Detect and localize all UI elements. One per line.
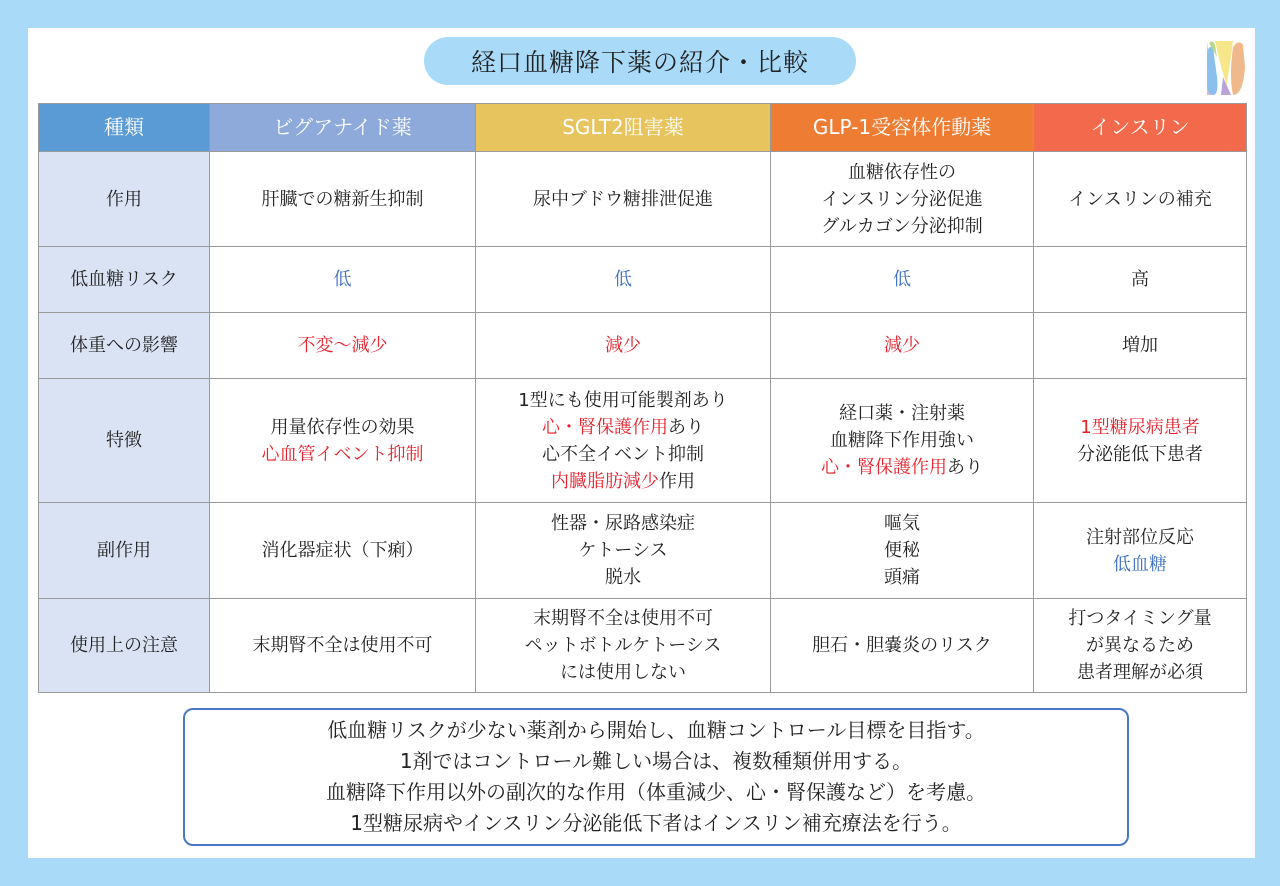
cell-line	[1034, 659, 1246, 686]
row-label: 使用上の注意	[39, 599, 210, 693]
cell-text: 尿中ブドウ糖排泄促進	[533, 188, 713, 210]
cell-text: 低	[893, 269, 911, 290]
cell-line	[476, 387, 770, 414]
table-cell	[1034, 247, 1247, 313]
cell-text: 内臓脂肪減少	[551, 470, 659, 492]
table-cell	[1034, 503, 1247, 599]
table-row	[39, 379, 1247, 503]
cell-text: 分泌能低下患者	[1077, 443, 1203, 465]
table-row	[39, 247, 1247, 313]
cell-text: 心血管イベント抑制	[261, 443, 424, 465]
cell-line	[1034, 186, 1246, 213]
cell-line	[210, 632, 475, 659]
cell-line	[771, 186, 1033, 213]
summary-notes	[183, 708, 1129, 846]
cell-line	[1034, 632, 1246, 659]
table-cell	[476, 503, 771, 599]
cell-text: 心不全イベント抑制	[542, 443, 704, 465]
table-cell	[210, 152, 476, 247]
cell-text: 末期腎不全は使用不可	[533, 608, 713, 629]
cell-line	[771, 332, 1033, 359]
note-line: 低血糖リスクが少ない薬剤から開始し、血糖コントロール目標を目指す。	[327, 718, 985, 742]
cell-text: 低	[614, 269, 632, 290]
cell-line	[476, 659, 770, 686]
cell-text: 嘔気	[884, 513, 920, 534]
cell-text: 減少	[884, 335, 920, 356]
cell-line	[1034, 266, 1246, 293]
cell-line	[771, 213, 1033, 240]
cell-text: 低	[333, 269, 352, 290]
cell-line	[771, 400, 1033, 427]
cell-text: あり	[947, 457, 983, 478]
cell-text: が異なるため	[1086, 635, 1194, 656]
cell-text: 高	[1131, 269, 1149, 290]
table-cell	[210, 313, 476, 379]
row-label: 低血糖リスク	[39, 247, 210, 313]
cell-text: 1型糖尿病患者	[1080, 416, 1200, 438]
cell-line	[1034, 332, 1246, 359]
cell-line	[476, 266, 770, 293]
table-cell	[476, 599, 771, 693]
cell-text: 低血糖	[1113, 553, 1167, 575]
cell-text: インスリン分泌促進	[821, 188, 983, 210]
table-row	[39, 313, 1247, 379]
cell-line	[1034, 441, 1246, 468]
note-line: 血糖降下作用以外の副次的な作用（体重減少、心・腎保護など）を考慮。	[326, 780, 986, 804]
cell-text: 注射部位反応	[1086, 526, 1194, 548]
cell-line	[210, 332, 475, 359]
cell-text: ペットボトルケトーシス	[524, 635, 722, 656]
cell-line	[1034, 414, 1246, 441]
column-header: 種類	[39, 104, 210, 152]
note-line: 1剤ではコントロール難しい場合は、複数種類併用する。	[399, 749, 913, 773]
cell-line	[476, 468, 770, 495]
column-header: GLP-1受容体作動薬	[771, 104, 1034, 152]
cell-line	[771, 427, 1033, 454]
row-label: 体重への影響	[39, 313, 210, 379]
table-cell	[210, 599, 476, 693]
cell-line	[476, 332, 770, 359]
cell-text: 便秘	[884, 540, 920, 561]
cell-text: 患者理解が必須	[1077, 662, 1203, 683]
cell-line	[210, 441, 475, 468]
table-cell	[771, 313, 1034, 379]
table-cell	[210, 503, 476, 599]
column-header: インスリン	[1034, 104, 1247, 152]
cell-line	[210, 414, 475, 441]
cell-text: 心・腎保護作用	[821, 457, 947, 478]
cell-text: 増加	[1122, 335, 1158, 356]
table-cell	[771, 503, 1034, 599]
cell-text: 血糖降下作用強い	[830, 430, 974, 451]
table-cell	[1034, 152, 1247, 247]
cell-line	[476, 414, 770, 441]
cell-text: 経口薬・注射薬	[839, 403, 965, 424]
cell-text: 頭痛	[884, 567, 920, 588]
cell-line	[476, 564, 770, 591]
cell-text: インスリンの補充	[1068, 188, 1212, 210]
cell-line	[771, 564, 1033, 591]
cell-line	[1034, 524, 1246, 551]
comparison-table	[38, 103, 1247, 693]
cell-line	[771, 454, 1033, 481]
cell-line	[771, 632, 1033, 659]
cell-text: 不変〜減少	[297, 335, 388, 356]
row-label: 特徴	[39, 379, 210, 503]
cell-text: 作用	[659, 470, 695, 492]
table-cell	[771, 379, 1034, 503]
cell-line	[476, 632, 770, 659]
table-cell	[771, 152, 1034, 247]
table-cell	[1034, 379, 1247, 503]
cell-line	[771, 159, 1033, 186]
row-label: 副作用	[39, 503, 210, 599]
cell-line	[210, 537, 475, 564]
table-cell	[476, 247, 771, 313]
cell-text: 性器・尿路感染症	[551, 513, 695, 534]
cell-line	[210, 266, 475, 293]
column-header: ビグアナイド薬	[210, 104, 476, 152]
cell-line	[476, 605, 770, 632]
table-cell	[210, 379, 476, 503]
cell-line	[771, 266, 1033, 293]
table-cell	[771, 599, 1034, 693]
cell-line	[771, 537, 1033, 564]
cell-text: 心・腎保護作用	[542, 416, 668, 438]
table-row	[39, 152, 1247, 247]
cell-text: 末期腎不全は使用不可	[252, 635, 433, 656]
cell-line	[476, 510, 770, 537]
page-title: 経口血糖降下薬の紹介・比較	[424, 37, 856, 85]
cell-text: 1型にも使用可能製剤あり	[518, 389, 728, 411]
table-cell	[476, 152, 771, 247]
cell-line	[771, 510, 1033, 537]
table-cell	[1034, 313, 1247, 379]
table-cell	[210, 247, 476, 313]
cell-line	[210, 186, 475, 213]
cell-text: 胆石・胆嚢炎のリスク	[812, 635, 992, 656]
table-cell	[1034, 599, 1247, 693]
cell-text: 肝臓での糖新生抑制	[261, 188, 424, 210]
table-row	[39, 599, 1247, 693]
cell-text: 用量依存性の効果	[270, 416, 415, 438]
cell-line	[476, 537, 770, 564]
cell-line	[476, 441, 770, 468]
cell-line	[476, 186, 770, 213]
cell-text: 血糖依存性の	[848, 161, 956, 183]
cell-text: には使用しない	[560, 662, 686, 683]
cell-line	[1034, 551, 1246, 578]
table-cell	[476, 313, 771, 379]
logo-icon	[1205, 37, 1247, 97]
cell-text: 消化器症状（下痢）	[261, 540, 424, 561]
column-header: SGLT2阻害薬	[476, 104, 771, 152]
cell-text: 脱水	[605, 567, 641, 588]
row-label: 作用	[39, 152, 210, 247]
cell-text: 減少	[605, 335, 641, 356]
cell-line	[1034, 605, 1246, 632]
note-line: 1型糖尿病やインスリン分泌能低下者はインスリン補充療法を行う。	[350, 811, 962, 835]
table-row	[39, 503, 1247, 599]
cell-text: ケトーシス	[578, 540, 668, 561]
cell-text: 打つタイミング量	[1068, 608, 1212, 629]
table-cell	[771, 247, 1034, 313]
cell-text: あり	[668, 416, 704, 438]
table-cell	[476, 379, 771, 503]
cell-text: グルカゴン分泌抑制	[821, 215, 983, 237]
